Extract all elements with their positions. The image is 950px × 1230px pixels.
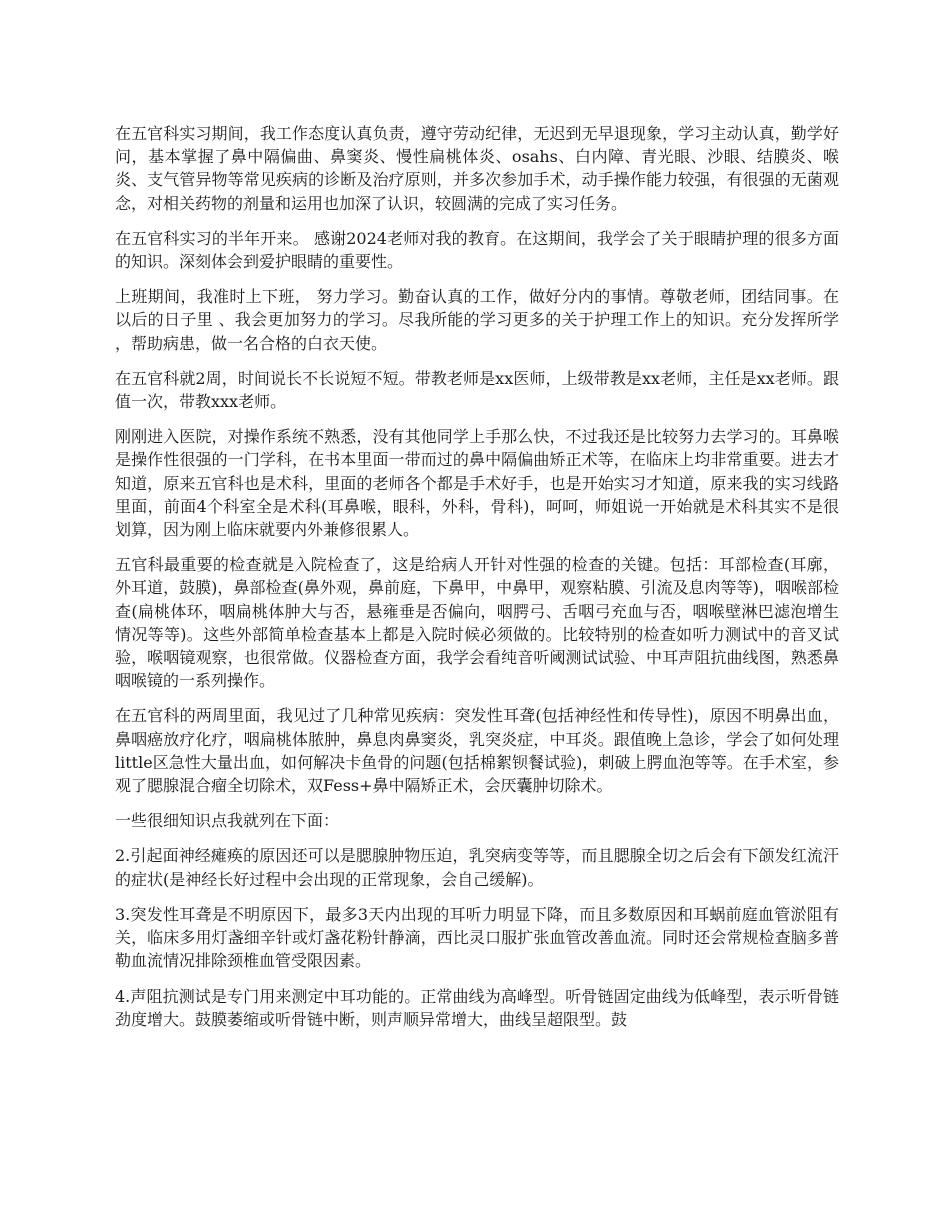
paragraph-8: 一些很细知识点我就列在下面：	[115, 811, 340, 831]
paragraph-1: 在五官科实习期间，我工作态度认真负责，遵守劳动纪律，无迟到无早退现象，学习主动认真，勤学好问，基本掌握了鼻中隔偏曲、鼻窦炎、慢性扁桃体炎、osahs、白内障、青光眼、沙眼、结膜炎、喉炎、支气管异物等常见疾病的诊断及治疗原则，并多次参加手术，动手操作能力较强，有很强的无菌观念，对相关药物的剂量和运用也加深了认识，较圆满的完成了实习任务。	[115, 124, 839, 213]
paragraph-6: 五官科最重要的检查就是入院检查了，这是给病人开针对性强的检查的关键。包括：耳部检查(耳廓，外耳道，鼓膜)，鼻部检查(鼻外观，鼻前庭，下鼻甲，中鼻甲，观察粘膜、引流及息肉等等)，咽喉部检查(扁桃体环，咽扁桃体肿大与否，悬雍垂是否偏向，咽腭弓、舌咽弓充血与否，咽喉壁淋巴滤泡增生情况等等)。这些外部简单检查基本上都是入院时候必须做的。比较特别的检查如听力测试中的音叉试验，喉咽镜观察，也很常做。仪器检查方面，我学会看纯音听阈测试试验、中耳声阻抗曲线图，熟悉鼻咽喉镜的一系列操作。	[115, 555, 839, 691]
paragraph-4: 在五官科就2周，时间说长不长说短不短。带教老师是xx医师，上级带教是xx老师，主任是xx老师。跟值一次，带教xxx老师。	[115, 368, 839, 412]
paragraph-3: 上班期间，我准时上下班， 努力学习。勤奋认真的工作，做好分内的事情。尊敬老师，团结同事。在以后的日子里 、我会更加努力的学习。尽我所能的学习更多的关于护理工作上的知识。充分发挥所学 ，帮助病患，做一名合格的白衣天使。	[115, 287, 839, 353]
paragraph-11: 4.声阻抗测试是专门用来测定中耳功能的。正常曲线为高峰型。听骨链固定曲线为低峰型，表示听骨链劲度增大。鼓膜萎缩或听骨链中断，则声顺异常增大，曲线呈超限型。鼓	[115, 986, 839, 1029]
paragraph-9: 2.引起面神经瘫痪的原因还可以是腮腺肿物压迫，乳突病变等等，而且腮腺全切之后会有下颌发红流汗的症状(是神经长好过程中会出现的正常现象，会自己缓解)。	[115, 846, 839, 889]
document-body	[115, 122, 839, 1043]
paragraph-2: 在五官科实习的半年开来。 感谢2024老师对我的教育。在这期间，我学会了关于眼睛护理的很多方面的知识。深刻体会到爱护眼睛的重要性。	[115, 228, 839, 272]
paragraph-7: 在五官科的两周里面，我见过了几种常见疾病：突发性耳聋(包括神经性和传导性)，原因不明鼻出血，鼻咽癌放疗化疗，咽扁桃体脓肿，鼻息肉鼻窦炎，乳突炎症，中耳炎。跟值晚上急诊，学会了如何处理little区急性大量出血，如何解决卡鱼骨的问题(包括棉絮钡餐试验)，刺破上腭血泡等等。在手术室，参观了腮腺混合瘤全切除术，双Fess+鼻中隔矫正术，会厌囊肿切除术。	[115, 706, 839, 796]
paragraph-10: 3.突发性耳聋是不明原因下，最多3天内出现的耳听力明显下降，而且多数原因和耳蜗前庭血管淤阻有关，临床多用灯盏细辛针或灯盏花粉针静滴，西比灵口服扩张血管改善血流。同时还会常规检查脑多普勒血流情况排除颈椎血管受限因素。	[115, 904, 839, 971]
paragraph-5: 刚刚进入医院，对操作系统不熟悉，没有其他同学上手那么快，不过我还是比较努力去学习的。耳鼻喉是操作性很强的一门学科，在书本里面一带而过的鼻中隔偏曲矫正术等，在临床上均非常重要。进去才知道，原来五官科也是术科，里面的老师各个都是手术好手，也是开始实习才知道，原来我的实习线路里面，前面4个科室全是术科(耳鼻喉，眼科，外科，骨科)，呵呵，师姐说一开始就是术科其实不是很划算，因为刚上临床就要内外兼修很累人。	[115, 427, 839, 540]
